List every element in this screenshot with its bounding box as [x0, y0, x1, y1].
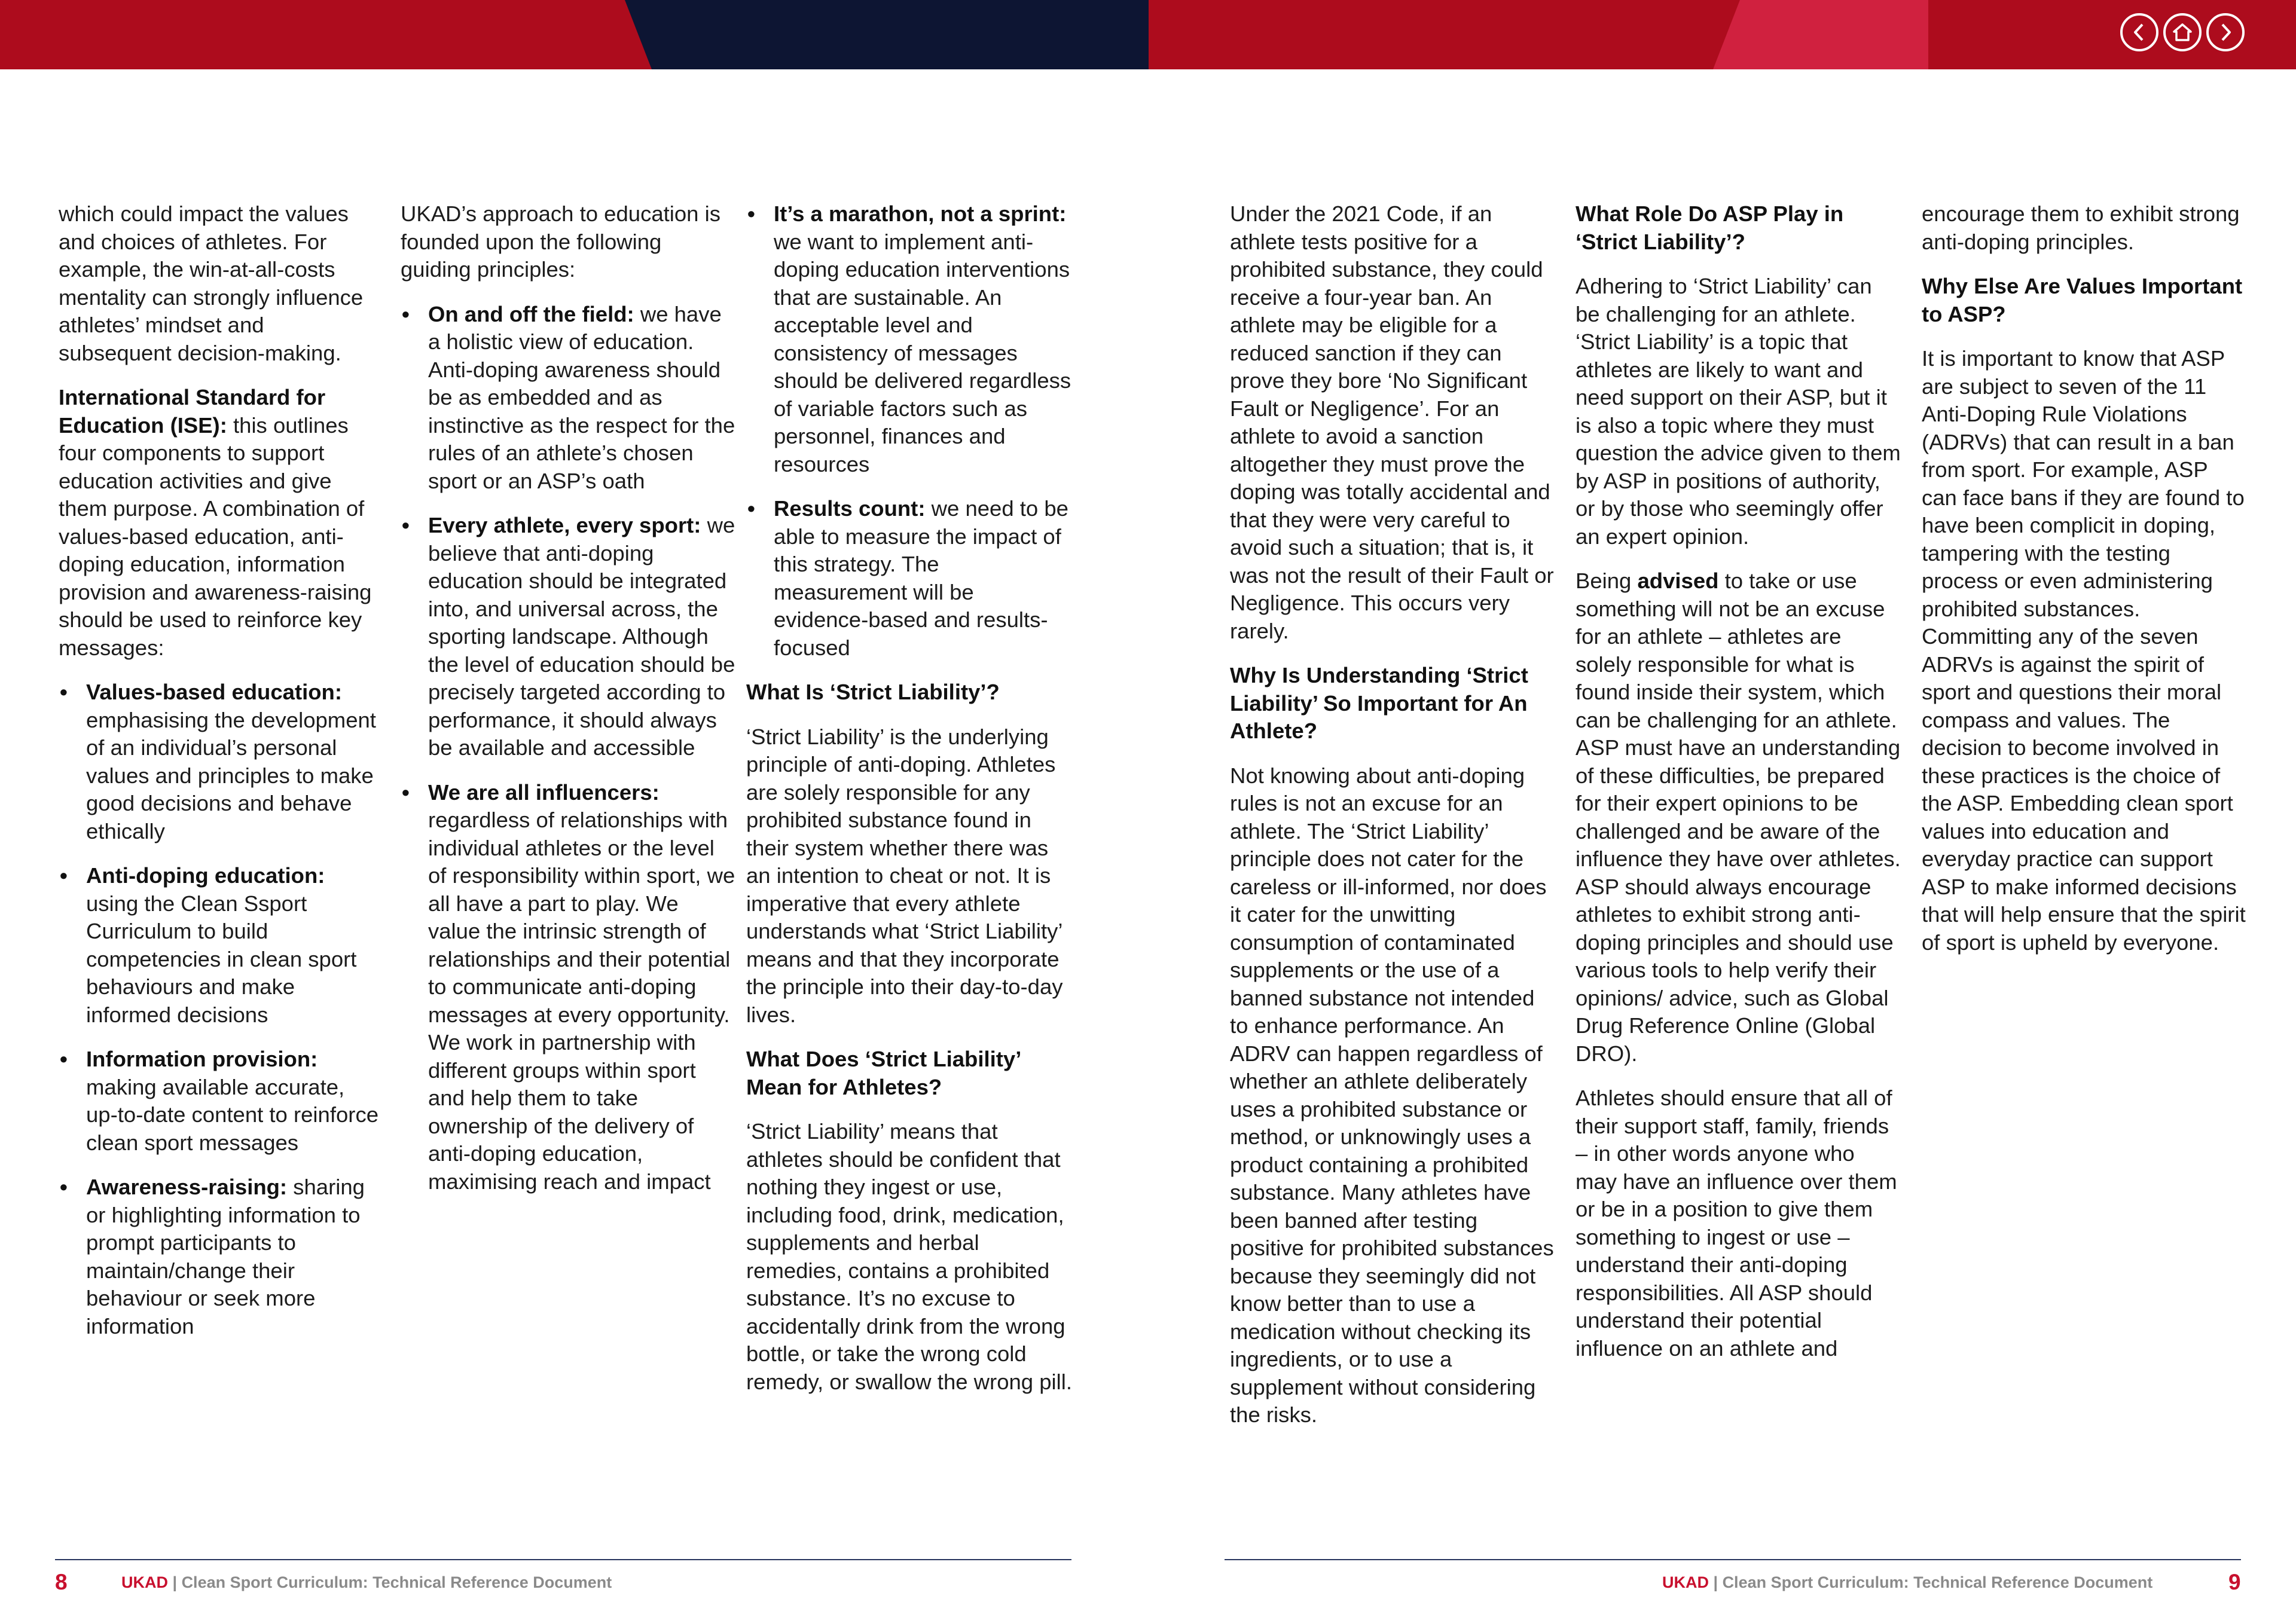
chevron-right-icon	[2215, 22, 2236, 42]
left-page-column-2	[401, 200, 735, 1212]
list-item: • Anti-doping education: using the Clean Ssport Curriculum to build competencies in clean sport behaviours and make informed decisions	[59, 862, 378, 1029]
paragraph: UKAD’s approach to education is founded upon the following guiding principles:	[401, 201, 720, 282]
paragraph: which could impact the values and choices of athletes. For example, the win-at-all-costs mentality can strongly influence athletes’ mindset and subsequent decision-making.	[59, 201, 364, 365]
paragraph: ‘Strict Liability’ is the underlying principle of anti-doping. Athletes are solely responsible for any prohibited substance found in their system whether there was an intention to cheat or not. It is imperative that every athlete understands what ‘Strict Liability’ means and that they incorporate the principle into their day-to-day lives.	[746, 724, 1063, 1027]
right-page-column-2	[1576, 200, 1901, 1379]
list-item: • We are all influencers: regardless of relationships with individual athletes or the level of responsibility within sport, we all have a part to play. We value the intrinsic strength of relationships and their potential to communicate anti-doping messages at every opportunity. We work in partnership with different groups within sport and help them to take ownership of the delivery of anti-doping education, maximising reach and impact	[401, 779, 735, 1196]
footer-title-left: UKAD | Clean Sport Curriculum: Technical Reference Document	[121, 1573, 612, 1591]
footer-title-right: UKAD | Clean Sport Curriculum: Technical Reference Document	[1662, 1573, 2153, 1591]
header-banner	[0, 0, 2296, 69]
bold-term: International Standard for Education (ISE):	[59, 385, 326, 438]
footer-rule-left	[55, 1559, 1071, 1560]
banner-navy-stripe	[625, 0, 1149, 69]
chevron-left-icon	[2129, 22, 2150, 42]
banner-pink-stripe	[1713, 0, 1928, 69]
bold-term: advised	[1637, 568, 1719, 593]
section-heading: Why Else Are Values Important to ASP?	[1922, 274, 2243, 326]
right-page-column-3	[1922, 200, 2248, 973]
list-item: • Results count: we need to be able to measure the impact of this strategy. The measurement will be evidence-based and results-focused	[746, 495, 1072, 662]
home-icon	[2172, 22, 2193, 42]
page-number-right: 9	[2228, 1570, 2241, 1594]
bullet-list	[59, 678, 378, 1340]
bullet-list	[401, 301, 735, 1196]
list-item: • On and off the field: we have a holistic view of education. Anti-doping awareness should be as embedded and as instinctive as the respect for the rules of an athlete’s chosen sport or an ASP’s oath	[401, 301, 735, 496]
home-button[interactable]	[2163, 13, 2202, 51]
list-item: • Awareness-raising: sharing or highlighting information to prompt participants to maintain/change their behaviour or seek more information	[59, 1173, 378, 1340]
paragraph	[59, 384, 378, 662]
list-item: • Every athlete, every sport: we believe that anti-doping education should be integrated into, and universal across, the sporting landscape. Although the level of education should be precisely targeted according to performance, it should always be available and accessible	[401, 512, 735, 762]
forward-button[interactable]	[2206, 13, 2245, 51]
paragraph: ‘Strict Liability’ means that athletes should be confident that nothing they ingest or use, including food, drink, medication, supplements and herbal remedies, contains a prohibited substance. It’s no excuse to accidentally drink from the wrong bottle, or take the wrong cold remedy, or swallow the wrong pill.	[746, 1119, 1073, 1394]
list-item: • Values-based education: emphasising the development of an individual’s personal values and principles to make good decisions and behave ethically	[59, 678, 378, 845]
right-page-column-1	[1230, 200, 1556, 1446]
left-page-column-1	[59, 200, 378, 1357]
list-item: • Information provision: making available accurate, up-to-date content to reinforce clean sport messages	[59, 1046, 378, 1157]
paragraph: encourage them to exhibit strong anti-doping principles.	[1922, 201, 2240, 254]
paragraph: Adhering to ‘Strict Liability’ can be challenging for an athlete. ‘Strict Liability’ is a topic that athletes are likely to want and need support on their ASP, but it is also a topic where they must question the advice given to them by ASP in positions of authority, or by those who seemingly offer an expert opinion.	[1576, 274, 1901, 549]
page-number-left: 8	[55, 1570, 68, 1594]
list-item: • It’s a marathon, not a sprint: we want to implement anti-doping education interventions that are sustainable. An acceptable level and consistency of messages should be delivered regardless of variable factors such as personnel, finances and resources	[746, 200, 1072, 478]
paragraph-text: this outlines four components to support education activities and give them purpose. A combination of values-based education, anti-doping education, information provision and awareness-raising should be used to reinforce key messages:	[59, 412, 372, 660]
paragraph: Under the 2021 Code, if an athlete tests positive for a prohibited substance, they could receive a four-year ban. An athlete may be eligible for a reduced sanction if they can prove they bore ‘No Significant Fault or Negligence’. For an athlete to avoid a sanction altogether they must prove the doping was totally accidental and that they were very careful to avoid such a situation; that is, it was not the result of their Fault or Negligence. This occurs very rarely.	[1230, 201, 1554, 643]
footer-rule-right	[1225, 1559, 2241, 1560]
page-navigation	[2120, 13, 2245, 51]
paragraph: Being advised to take or use something will not be an excuse for an athlete – athletes are solely responsible for what is found inside their system, which can be challenging for an athlete. ASP must have an understanding of these difficulties, be prepared for their expert opinions to be challenged and be aware of the influence they have over athletes. ASP should always encourage athletes to exhibit strong anti-doping principles and should use various tools to help verify their opinions/ advice, such as Global Drug Reference Online (Global DRO).	[1576, 568, 1901, 1066]
paragraph: Athletes should ensure that all of their support staff, family, friends – in other words anyone who may have an influence over them or be in a position to give them something to ingest or use – understand their anti-doping responsibilities. All ASP should understand their potential influence on an athlete and	[1576, 1086, 1897, 1361]
paragraph: It is important to know that ASP are subject to seven of the 11 Anti-Doping Rule Violations (ADRVs) that can result in a ban from sport. For example, ASP can face bans if they are found to have been complicit in doping, tampering with the testing process or even administering prohibited substances. Committing any of the seven ADRVs is against the spirit of sport and questions their moral compass and values. The decision to become involved in these practices is the choice of the ASP. Embedding clean sport values into education and everyday practice can support ASP to make informed decisions that will help ensure that the spirit of sport is upheld by everyone.	[1922, 346, 2246, 955]
back-button[interactable]	[2120, 13, 2158, 51]
section-heading: What Is ‘Strict Liability’?	[746, 680, 1000, 704]
left-page-column-3	[746, 200, 1072, 1413]
section-heading: What Does ‘Strict Liability’ Mean for Athletes?	[746, 1047, 1021, 1099]
bullet-list	[746, 200, 1072, 662]
paragraph: Not knowing about anti-doping rules is not an excuse for an athlete. The ‘Strict Liability’ principle does not cater for the careless or ill-informed, nor does it cater for the unwitting consumption of contaminated supplements or the use of a banned substance not intended to enhance performance. An ADRV can happen regardless of whether an athlete deliberately uses a prohibited substance or method, or unknowingly uses a product containing a prohibited substance. Many athletes have been banned after testing positive for prohibited substances because they seemingly did not know better than to use a medication without checking its ingredients, or to use a supplement without considering the risks.	[1230, 763, 1554, 1427]
section-heading: Why Is Understanding ‘Strict Liability’ So Important for An Athlete?	[1230, 663, 1528, 743]
section-heading: What Role Do ASP Play in ‘Strict Liability’?	[1576, 201, 1844, 254]
